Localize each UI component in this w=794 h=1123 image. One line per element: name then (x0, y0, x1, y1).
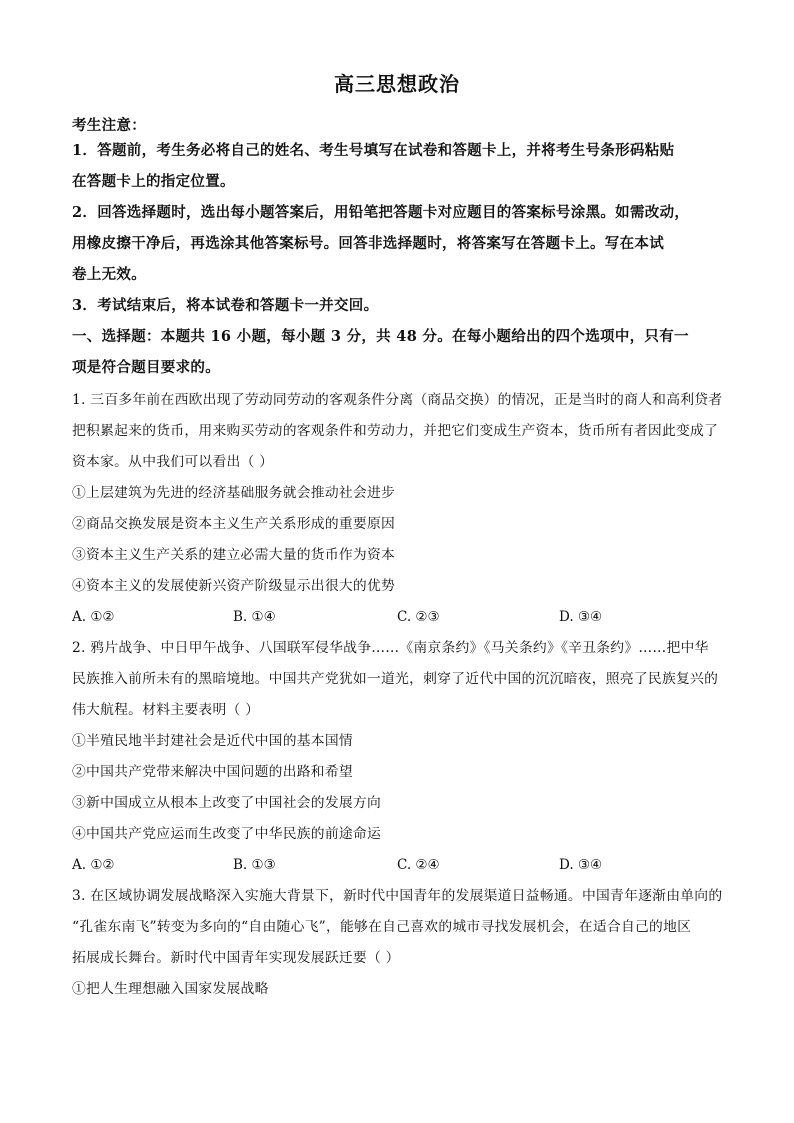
q1-option-a: A. ①② (72, 609, 115, 625)
q1-stem-line-1: 1. 三百多年前在西欧出现了劳动同劳动的客观条件分离（商品交换）的情况，正是当时的商人和高利贷者 (72, 392, 723, 408)
q2-options (72, 855, 724, 875)
notice-item-2-line-2: 用橡皮擦干净后，再选涂其他答案标号。回答非选择题时，将答案写在答题卡上。写在本试 (72, 235, 664, 252)
q1-stem-line-2: 把积累起来的货币，用来购买劳动的客观条件和劳动力，并把它们变成生产资本，货币所有者因此变成了 (72, 423, 719, 439)
q2-option-b: B. ①③ (233, 857, 276, 873)
q1-option-d: D. ③④ (559, 609, 603, 625)
q1-statement-2: ②商品交换发展是资本主义生产关系形成的重要原因 (72, 516, 396, 532)
q1-stem-line-3: 资本家。从中我们可以看出（ ） (72, 454, 274, 470)
q3-stem-line-3: 拓展成长舞台。新时代中国青年实现发展跃迁要（ ） (72, 950, 400, 966)
q2-statement-1: ①半殖民地半封建社会是近代中国的基本国情 (72, 733, 353, 749)
q3-stem-line-1: 3. 在区域协调发展战略深入实施大背景下，新时代中国青年的发展渠道日益畅通。中国青年逐渐由单向的 (72, 888, 723, 904)
notice-item-1-line-2: 在答题卡上的指定位置。 (72, 173, 235, 190)
q3-stem-line-2: “孔雀东南飞”转变为多向的“自由随心飞”，能够在自己喜欢的城市寻找发展机会，在适合自己的地区 (72, 919, 692, 935)
notice-item-3: 3．考试结束后，将本试卷和答题卡一并交回。 (72, 297, 379, 314)
notice-item-2-line-3: 卷上无效。 (72, 266, 146, 283)
section-1-line-1: 一、选择题：本题共 16 小题，每小题 3 分，共 48 分。在每小题给出的四个选项中，只有一 (72, 328, 689, 345)
q2-option-c: C. ②④ (397, 857, 440, 873)
q2-option-a: A. ①② (72, 857, 115, 873)
q1-option-b: B. ①④ (233, 609, 276, 625)
q2-stem-line-3: 伟大航程。材料主要表明（ ） (72, 702, 260, 718)
q1-statement-1: ①上层建筑为先进的经济基础服务就会推动社会进步 (72, 485, 396, 501)
q1-statement-3: ③资本主义生产关系的建立必需大量的货币作为资本 (72, 547, 396, 563)
notice-heading: 考生注意： (72, 117, 146, 134)
notice-item-2-line-1: 2．回答选择题时，选出每小题答案后，用铅笔把答题卡对应题目的答案标号涂黑。如需改动， (72, 204, 690, 221)
q2-stem-line-1: 2. 鸦片战争、中日甲午战争、八国联军侵华战争……《南京条约》《马关条约》《辛丑条约》……把中华 (72, 640, 709, 656)
q2-option-d: D. ③④ (559, 857, 603, 873)
q1-option-c: C. ②③ (397, 609, 440, 625)
q2-statement-4: ④中国共产党应运而生改变了中华民族的前途命运 (72, 826, 382, 842)
q1-statement-4: ④资本主义的发展使新兴资产阶级显示出很大的优势 (72, 578, 396, 594)
q2-statement-3: ③新中国成立从根本上改变了中国社会的发展方向 (72, 795, 382, 811)
section-1-line-2: 项是符合题目要求的。 (72, 359, 220, 376)
notice-item-1-line-1: 1．答题前，考生务必将自己的姓名、考生号填写在试卷和答题卡上，并将考生号条形码粘贴 (72, 142, 675, 159)
page-title: 高三思想政治 (334, 72, 460, 96)
q2-statement-2: ②中国共产党带来解决中国问题的出路和希望 (72, 764, 353, 780)
q2-stem-line-2: 民族推入前所未有的黑暗境地。中国共产党犹如一道光，刺穿了近代中国的沉沉暗夜，照亮了民族复兴的 (72, 671, 719, 687)
q3-statement-1: ①把人生理想融入国家发展战略 (72, 981, 269, 997)
q1-options (72, 607, 724, 627)
